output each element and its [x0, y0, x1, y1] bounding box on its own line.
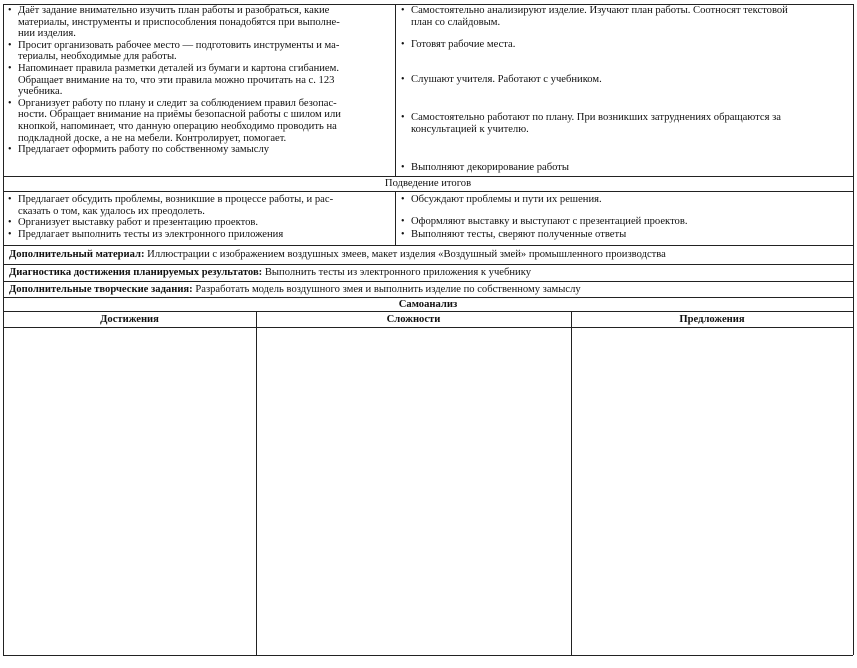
- self-analysis-title: Самоанализ: [398, 299, 458, 310]
- list-item: • Напоминает правила разметки деталей из бумаги и картона сгибанием. Обращает внимание на то, что эти правила можно прочитать на с. 123 учебника.: [8, 63, 389, 98]
- creative-tasks-row: [9, 284, 581, 296]
- divider: [3, 191, 853, 192]
- column-divider: [256, 311, 257, 655]
- table-border-bottom: [3, 655, 853, 656]
- list-item: • Предлагает выполнить тесты из электронного приложения: [8, 229, 389, 241]
- column-divider: [395, 4, 396, 176]
- divider: [3, 297, 853, 298]
- table-border-right: [853, 4, 854, 655]
- table-border-left: [3, 4, 4, 655]
- column-header-achievements: Достижения: [100, 314, 159, 325]
- divider: [3, 176, 853, 177]
- divider: [3, 281, 853, 282]
- list-item: • Выполняют декорирование работы: [401, 162, 846, 174]
- list-item: • Самостоятельно работают по плану. При возникших затруднениях обращаются за консультацией к учителю.: [401, 112, 846, 135]
- divider: [3, 311, 853, 312]
- row-label: Диагностика достижения планируемых результатов:: [9, 267, 263, 278]
- row-text: Разработать модель воздушного змея и выполнить изделие по собственному замыслу: [192, 284, 581, 295]
- row-text: Иллюстрации с изображением воздушных змеев, макет изделия «Воздушный змей» промышленного производства: [144, 249, 666, 260]
- column-divider: [395, 191, 396, 245]
- row-label: Дополнительные творческие задания:: [9, 284, 193, 295]
- summary-teacher-activities: [8, 194, 389, 240]
- list-item: • Готовят рабочие места.: [401, 39, 846, 51]
- list-item: • Выполняют тесты, сверяют полученные ответы: [401, 229, 846, 241]
- teacher-activities: [8, 5, 389, 156]
- list-item: • Организует выставку работ и презентацию проектов.: [8, 217, 389, 229]
- list-item: • Просит организовать рабочее место — подготовить инструменты и ма- териалы, необходимые для работы.: [8, 40, 389, 63]
- column-divider: [571, 311, 572, 655]
- column-header-suggestions: Предложения: [679, 314, 745, 325]
- section-title: Подведение итогов: [384, 178, 472, 189]
- divider: [3, 327, 853, 328]
- list-item: • Оформляют выставку и выступают с презентацией проектов.: [401, 216, 846, 228]
- list-item: • Предлагает оформить работу по собственному замыслу: [8, 144, 389, 156]
- list-item: • Обсуждают проблемы и пути их решения.: [401, 194, 846, 206]
- diagnostics-row: [9, 267, 531, 279]
- divider: [3, 264, 853, 265]
- list-item: • Даёт задание внимательно изучить план работы и разобраться, какие материалы, инструменты и приспособления понадобятся при выполне- нии изделия.: [8, 5, 389, 40]
- row-text: Выполнить тесты из электронного приложения к учебнику: [262, 267, 532, 278]
- column-header-difficulties: Сложности: [386, 314, 441, 325]
- list-item: • Слушают учителя. Работают с учебником.: [401, 74, 846, 86]
- list-item: • Организует работу по плану и следит за соблюдением правил безопас- ности. Обращает внимание на приёмы безопасной работы с шилом или кнопкой, напоминает, что данную операцию необходимо проводить на подкладной доске, а не на мебели. Контролирует, помогает.: [8, 98, 389, 144]
- list-item: • Предлагает обсудить проблемы, возникшие в процессе работы, и рас- сказать о том, как удалось их преодолеть.: [8, 194, 389, 217]
- row-label: Дополнительный материал:: [9, 249, 145, 260]
- divider: [3, 245, 853, 246]
- list-item: • Самостоятельно анализируют изделие. Изучают план работы. Соотносят текстовой план со слайдовым.: [401, 5, 846, 28]
- extra-material-row: [9, 249, 666, 261]
